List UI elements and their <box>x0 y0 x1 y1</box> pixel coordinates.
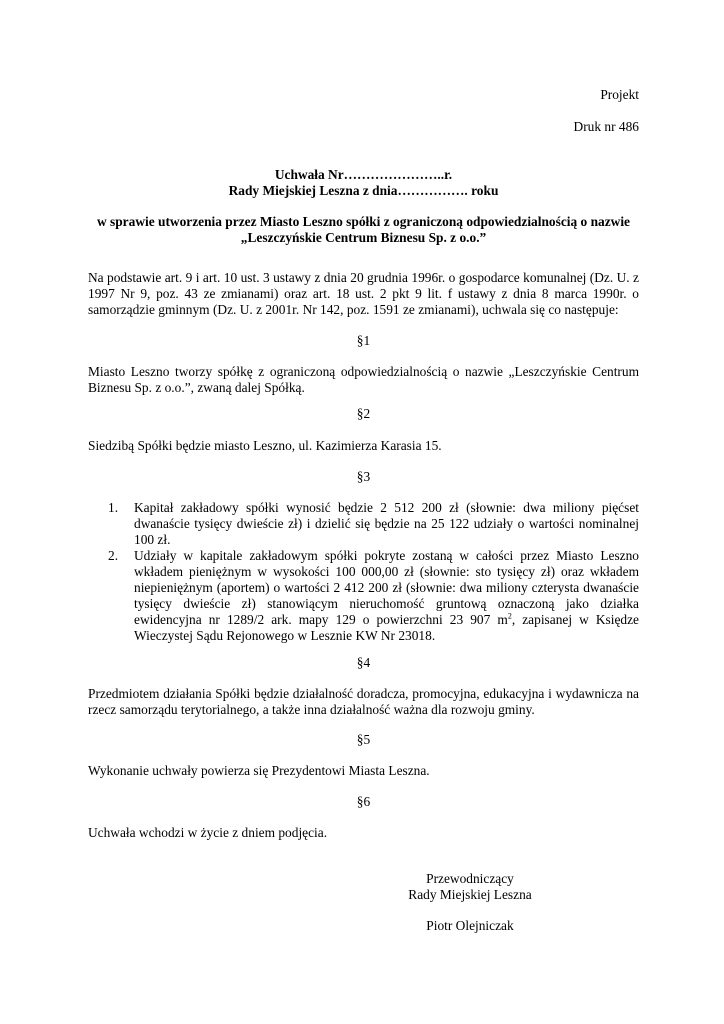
section-6-text: Uchwała wchodzi w życie z dniem podjęcia. <box>88 825 328 840</box>
section-mark-5: §5 <box>356 732 371 747</box>
section-2-text: Siedzibą Spółki będzie miasto Leszno, ul. Kazimierza Karasia 15. <box>88 438 442 453</box>
list-item-number: 1. <box>108 500 119 515</box>
list-item-text: Kapitał zakładowy spółki wynosić będzie 2 512 200 zł (słownie: dwa miliony pięćset dwanaście tysięcy dwieście zł) i dzielić się będzie na 25 122 udziały o wartości nominalnej 100 zł. <box>134 500 639 547</box>
section-mark-6: §6 <box>356 794 371 809</box>
resolution-subject-line2: „Leszczyńskie Centrum Biznesu Sp. z o.o.” <box>240 230 487 245</box>
signature-role: Przewodniczący <box>426 871 514 886</box>
superscript: 2 <box>507 611 512 621</box>
list-item <box>108 548 639 644</box>
resolution-number: Uchwała Nr…………………..r. <box>274 167 453 182</box>
list-item-text-tail: , zapisanej w Księdze Wieczystej Sądu Rejonowego w Lesznie KW Nr 23018. <box>134 612 639 643</box>
signature-council: Rady Miejskiej Leszna <box>408 887 532 902</box>
resolution-subject-line1: w sprawie utworzenia przez Miasto Leszno spółki z ograniczoną odpowiedzialnością o nazwie <box>97 214 630 229</box>
list-item-text: Udziały w kapitale zakładowym spółki pokryte zostaną w całości przez Miasto Leszno wkładem pieniężnym w wysokości 100 000,00 zł (słownie: sto tysięcy zł) oraz wkładem niepieniężnym (aportem) o wartości 2 412 200 zł (słownie: dwa miliony czterysta dwanaście tysięcy dwieście zł) stanowiącym nieruchomość gruntową oznaczoną jako działka ewidencyjna nr 1289/2 ark. mapy 129 o powierzchni 23 907 m <box>134 548 639 627</box>
section-mark-4: §4 <box>356 655 371 670</box>
section-1-text: Miasto Leszno tworzy spółkę z ograniczoną odpowiedzialnością o nazwie „Leszczyńskie Centrum Biznesu Sp. z o.o.”, zwaną dalej Spółką. <box>88 364 639 395</box>
section-mark-2: §2 <box>356 406 371 421</box>
project-label: Projekt <box>600 87 639 102</box>
section-3-list <box>108 500 639 644</box>
resolution-council-date: Rady Miejskiej Leszna z dnia……………. roku <box>228 183 499 198</box>
print-number: Druk nr 486 <box>573 119 639 134</box>
section-5-text: Wykonanie uchwały powierza się Prezydentowi Miasta Leszna. <box>88 763 430 778</box>
section-4-text: Przedmiotem działania Spółki będzie działalność doradcza, promocyjna, edukacyjna i wydawnicza na rzecz samorządu terytorialnego, a także inna działalność ważna dla rozwoju gminy. <box>88 686 639 717</box>
signature-name: Piotr Olejniczak <box>426 918 514 933</box>
list-item <box>108 500 639 548</box>
section-mark-1: §1 <box>356 333 371 348</box>
section-mark-3: §3 <box>356 469 371 484</box>
preamble: Na podstawie art. 9 i art. 10 ust. 3 ustawy z dnia 20 grudnia 1996r. o gospodarce komunalnej (Dz. U. z 1997 Nr 9, poz. 43 ze zmianami) oraz art. 18 ust. 2 pkt 9 lit. f ustawy z dnia 8 marca 1990r. o samorządzie gminnym (Dz. U. z 2001r. Nr 142, poz. 1591 ze zmianami), uchwala się co następuje: <box>88 270 639 317</box>
list-item-number: 2. <box>108 548 119 563</box>
